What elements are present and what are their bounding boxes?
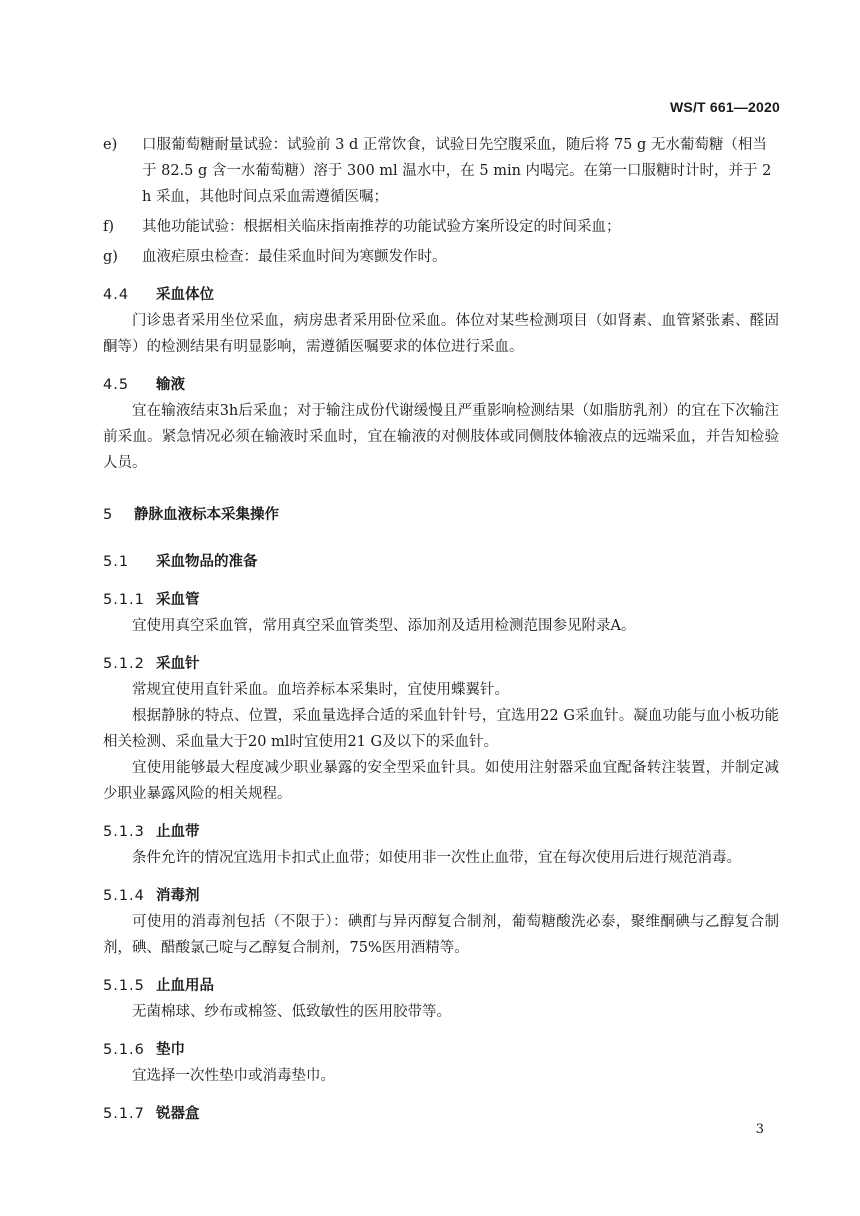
section-number: 5.1.5 xyxy=(103,978,145,994)
section-body: 常规宜使用直针采血。血培养标本采集时，宜使用蝶翼针。 xyxy=(132,682,509,698)
section-title: 采血物品的准备 xyxy=(156,554,258,570)
section-number: 5.1.7 xyxy=(103,1106,145,1122)
section-title: 输液 xyxy=(156,377,185,393)
section-number: 5.1.1 xyxy=(103,592,145,608)
section-title: 止血用品 xyxy=(156,978,214,994)
section-heading-5-1-7 xyxy=(103,1101,779,1127)
section-title: 采血针 xyxy=(156,656,200,672)
standard-code: WS/T 661—2020 xyxy=(670,99,780,115)
section-body: 宜使用能够最大程度减少职业暴露的安全型采血针具。如使用注射器采血宜配备转注装置，并制定减少职业暴露风险的相关规程。 xyxy=(103,760,779,802)
section-number: 5.1.4 xyxy=(103,888,145,904)
list-text: 口服葡萄糖耐量试验：试验前 3 d 正常饮食，试验日先空腹采血，随后将 75 g 无水葡萄糖（相当于 82.5 g 含一水葡萄糖）溶于 300 ml 温水中，在 5 min 内喝完。在第一口服糖时计时，并于 2 h 采血，其他时间点采血需遵循医嘱； xyxy=(142,137,772,205)
section-heading-5-1-2 xyxy=(103,651,779,677)
list-item-f xyxy=(103,214,779,240)
section-title: 静脉血液标本采集操作 xyxy=(134,507,279,523)
section-body: 可使用的消毒剂包括（不限于）：碘酊与异丙醇复合制剂，葡萄糖酸洗必泰，聚维酮碘与乙醇复合制剂，碘、醋酸氯己啶与乙醇复合制剂，75%医用酒精等。 xyxy=(103,914,779,956)
section-title: 采血体位 xyxy=(156,287,214,303)
section-title: 锐器盒 xyxy=(156,1106,200,1122)
section-number: 5.1 xyxy=(103,554,130,570)
list-marker: g) xyxy=(103,249,118,265)
section-heading-4-5 xyxy=(103,372,779,398)
section-title: 止血带 xyxy=(156,824,200,840)
section-body: 条件允许的情况宜选用卡扣式止血带；如使用非一次性止血带，宜在每次使用后进行规范消毒。 xyxy=(132,850,741,866)
section-number: 5.1.3 xyxy=(103,824,145,840)
list-item-e xyxy=(103,132,779,210)
list-item-g xyxy=(103,244,779,270)
section-heading-5 xyxy=(103,502,779,528)
section-heading-5-1-1 xyxy=(103,587,779,613)
page-number: 3 xyxy=(755,1122,764,1137)
list-marker: e) xyxy=(103,137,118,153)
list-marker: f) xyxy=(103,219,115,235)
section-body: 宜在输液结束3h后采血；对于输注成份代谢缓慢且严重影响检测结果（如脂肪乳剂）的宜在下次输注前采血。紧急情况必须在输液时采血时，宜在输液的对侧肢体或同侧肢体输液点的远端采血，并告知检验人员。 xyxy=(103,403,779,471)
section-heading-5-1-3 xyxy=(103,819,779,845)
list-text: 血液疟原虫检查：最佳采血时间为寒颤发作时。 xyxy=(142,249,447,265)
section-title: 消毒剂 xyxy=(156,888,200,904)
section-number: 4.5 xyxy=(103,377,130,393)
section-number: 4.4 xyxy=(103,287,130,303)
section-heading-5-1-5 xyxy=(103,973,779,999)
section-number: 5 xyxy=(103,507,114,523)
section-body: 宜选择一次性垫巾或消毒垫巾。 xyxy=(132,1068,335,1084)
section-body: 宜使用真空采血管，常用真空采血管类型、添加剂及适用检测范围参见附录A。 xyxy=(132,618,636,634)
section-heading-5-1-6 xyxy=(103,1037,779,1063)
section-heading-5-1 xyxy=(103,549,779,575)
section-title: 采血管 xyxy=(156,592,200,608)
list-text: 其他功能试验：根据相关临床指南推荐的功能试验方案所设定的时间采血； xyxy=(142,219,621,235)
section-body: 无菌棉球、纱布或棉签、低致敏性的医用胶带等。 xyxy=(132,1004,451,1020)
section-number: 5.1.2 xyxy=(103,656,145,672)
section-body: 门诊患者采用坐位采血，病房患者采用卧位采血。体位对某些检测项目（如肾素、血管紧张素、醛固酮等）的检测结果有明显影响，需遵循医嘱要求的体位进行采血。 xyxy=(103,313,779,355)
section-heading-5-1-4 xyxy=(103,883,779,909)
document-body xyxy=(103,132,779,1127)
section-heading-4-4 xyxy=(103,282,779,308)
section-title: 垫巾 xyxy=(156,1042,185,1058)
section-body: 根据静脉的特点、位置，采血量选择合适的采血针针号，宜选用22 G采血针。凝血功能与血小板功能相关检测、采血量大于20 ml时宜使用21 G及以下的采血针。 xyxy=(103,708,779,750)
section-number: 5.1.6 xyxy=(103,1042,145,1058)
